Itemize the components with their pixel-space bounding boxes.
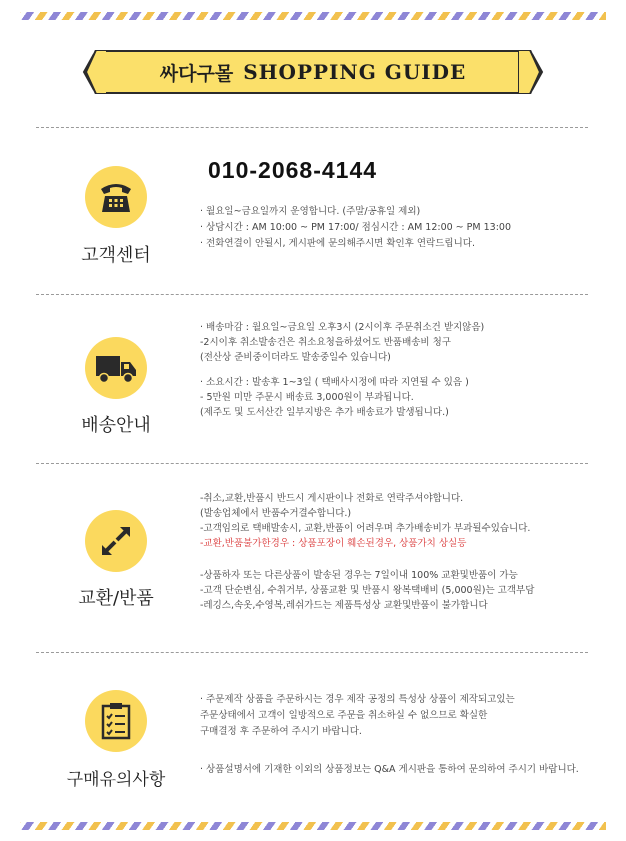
purchase-notice-info-extra — [200, 762, 579, 778]
telephone-icon — [96, 177, 136, 217]
delivery-title: 배송안내 — [81, 415, 151, 436]
info-line: (전산상 준비중이더라도 발송중일수 있습니다) — [200, 352, 391, 363]
info-line: 구매결정 후 주문하여 주시기 바랍니다. — [200, 726, 362, 737]
clipboard-checklist-icon — [98, 701, 134, 741]
warning-line: -교환,반품불가한경우 : 상품포장이 훼손된경우, 상품가치 상실등 — [200, 538, 467, 549]
info-line: · 배송마감 : 월요일~금요일 오후3시 (2시이후 주문취소건 받지않음) — [200, 322, 485, 333]
info-line: · 주문제작 상품을 주문하시는 경우 제작 공정의 특성상 상품이 제작되고있는 — [200, 694, 515, 705]
delivery-icon-badge — [85, 337, 147, 399]
bottom-stripe-border — [20, 822, 606, 830]
customer-center-icon-badge — [85, 166, 147, 228]
info-line: 주문상태에서 고객이 일방적으로 주문을 취소하실 수 없으므로 확실한 — [200, 710, 488, 721]
info-line: · 상담시간 : AM 10:00 ~ PM 17:00/ 점심시간 : AM 12:00 ~ PM 13:00 — [200, 222, 511, 233]
header-title-box — [106, 50, 520, 94]
delivery-info — [200, 320, 484, 420]
info-line: -2시이후 취소발송건은 취소요청을하셨어도 반품배송비 청구 — [200, 337, 451, 348]
customer-center-title: 고객센터 — [81, 245, 151, 266]
info-line: -고객 단순변심, 수취거부, 상품교환 및 반품시 왕복택배비 (5,000원)는 고객부담 — [200, 585, 535, 596]
info-line: · 전화연결이 안될시, 게시판에 문의해주시면 확인후 연락드립니다. — [200, 238, 475, 249]
exchange-icon-badge — [85, 510, 147, 572]
notice-icon-badge — [85, 690, 147, 752]
section-divider — [36, 294, 588, 295]
info-line: (제주도 및 도서산간 일부지방은 추가 배송료가 발생됩니다.) — [200, 407, 449, 418]
info-line: · 상품설명서에 기재한 이외의 상품정보는 Q&A 게시판을 통하여 문의하여 주시기 바랍니다. — [200, 764, 579, 775]
section-divider — [36, 652, 588, 653]
section-divider — [36, 127, 588, 128]
section-divider — [36, 463, 588, 464]
exchange-arrows-icon — [96, 521, 136, 561]
info-line: -취소,교환,반품시 반드시 게시판이나 전화로 연락주셔야합니다. — [200, 493, 464, 504]
ribbon-left-chevron-icon — [82, 50, 108, 94]
purchase-notice-info — [200, 692, 515, 740]
brand-name: 싸다구몰 — [159, 62, 234, 85]
info-line: -고객임의로 택배발송시, 교환,반품이 어려우며 추가배송비가 부과될수있습니다. — [200, 523, 531, 534]
ribbon-right-chevron-icon — [518, 50, 544, 94]
info-line: -상품하자 또는 다른상품이 발송된 경우는 7일이내 100% 교환및반품이 가능 — [200, 570, 518, 581]
info-line: (발송업체에서 반품수거결수합니다.) — [200, 508, 352, 519]
purchase-notice-title: 구매유의사항 — [66, 770, 166, 790]
exchange-return-title: 교환/반품 — [78, 588, 154, 609]
info-line: - 5만원 미만 주문시 배송료 3,000원이 부과됩니다. — [200, 392, 414, 403]
info-line: · 소요시간 : 발송후 1~3일 ( 택배사시정에 따라 지연될 수 있음 ) — [200, 377, 469, 388]
info-line: -레깅스,속옷,수영복,레쉬가드는 제품특성상 교환및반품이 불가합니다 — [200, 600, 488, 611]
page-title: SHOPPING GUIDE — [243, 60, 467, 84]
top-stripe-border — [20, 12, 606, 20]
customer-center-info — [200, 204, 511, 252]
phone-number[interactable]: 010-2068-4144 — [208, 157, 378, 183]
delivery-truck-icon — [94, 350, 138, 386]
info-line: · 월요일~금요일까지 운영합니다. (주말/공휴일 제외) — [200, 206, 421, 217]
header-ribbon — [82, 50, 544, 94]
exchange-info — [200, 491, 534, 613]
